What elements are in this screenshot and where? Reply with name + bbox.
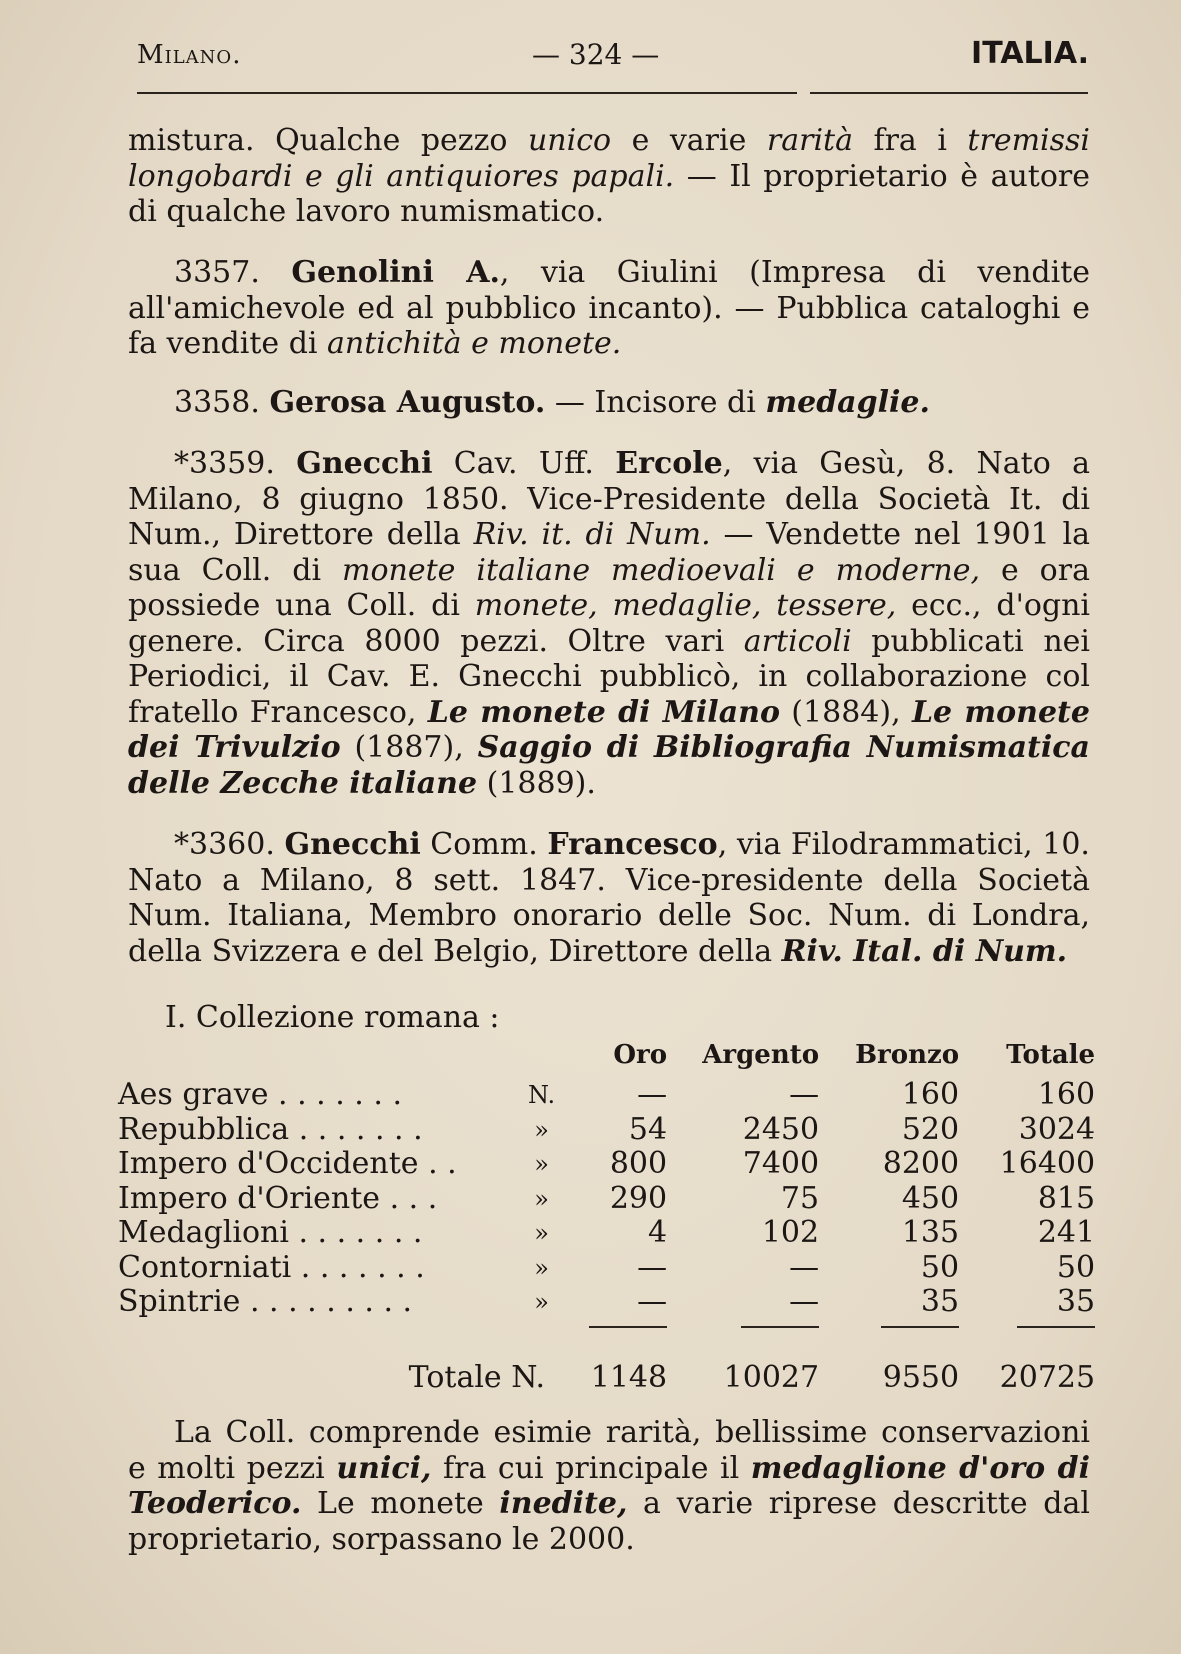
row-label: Spintrie . . . . . . . . .: [118, 1284, 413, 1319]
cell-oro: —: [637, 1077, 668, 1112]
cell-oro: 54: [628, 1111, 668, 1147]
table-header-row: [118, 1038, 1095, 1078]
sum-rule: [667, 1320, 819, 1355]
collection-title: I. Collezione romana :: [165, 1000, 500, 1035]
header-rule-left: [137, 92, 797, 94]
sum-rule-row: [118, 1320, 1095, 1355]
text-run: (1887),: [340, 730, 478, 765]
text-run: medaglie.: [765, 385, 930, 420]
row-label: Impero d'Occidente . .: [118, 1146, 457, 1181]
table-row: [118, 1182, 1095, 1217]
text-run: fra i: [852, 123, 968, 158]
cell-bronzo: 135: [901, 1215, 960, 1250]
table-header-cell: [118, 1038, 528, 1078]
entry-name: Gnecchi: [296, 446, 433, 481]
cell-oro: —: [637, 1249, 668, 1285]
row-label: Aes grave . . . . . . .: [118, 1077, 402, 1112]
text-run: Le monete di Milano: [427, 694, 780, 730]
total-bronzo: 9550: [882, 1360, 960, 1395]
entry-name: Gerosa Augusto.: [269, 385, 546, 420]
text-run: fra cui principale il: [431, 1450, 751, 1486]
entry-number: *3359.: [174, 446, 275, 481]
row-label: Medaglioni . . . . . . .: [118, 1215, 423, 1250]
text-run: medaglione d'oro di Teoderico.: [128, 1450, 1091, 1521]
row-unit: »: [534, 1219, 549, 1247]
header-city: Milano.: [137, 40, 242, 70]
row-unit: »: [534, 1253, 549, 1282]
text-run: unico: [527, 123, 612, 158]
text-run: pubblicati nei Periodici, il Cav. E. Gnecchi pubblicò, in collaborazione col fratello Francesco,: [128, 623, 1090, 730]
total-totale: 20725: [999, 1360, 1096, 1395]
cell-totale: 160: [1037, 1077, 1096, 1112]
entry-number: 3357.: [174, 255, 260, 290]
table-row: [118, 1251, 1095, 1286]
cell-bronzo: 450: [901, 1180, 960, 1216]
text-run: a varie riprese descritte dal proprietario, sorpassano le 2000.: [128, 1486, 1090, 1557]
entry-number: *3360.: [174, 827, 275, 862]
text-run: , via Filodrammatici, 10. Nato a Milano, 8 sett. 1847. Vice-presidente della Società Num. Italiana, Membro onorario delle Soc. Num. di Londra, della Svizzera e del Belgio, Direttore della: [128, 827, 1090, 969]
page-number: — 324 —: [532, 38, 660, 71]
table-header-cell: Bronzo: [855, 1040, 960, 1070]
table-row: [118, 1078, 1095, 1113]
total-argento: 10027: [723, 1360, 820, 1395]
text-run: rarità: [766, 123, 853, 158]
entry-3360: [128, 827, 1090, 969]
text-run: e ora possiede una Coll. di: [128, 552, 1090, 623]
text-run: , via Gesù, 8. Nato a Milano, 8 giugno 1850. Vice-Presidente della Società It. di Num., Direttore della: [128, 446, 1090, 552]
text-run: e varie: [611, 123, 767, 158]
sum-rule: [959, 1320, 1095, 1355]
cell-totale: 3024: [1018, 1111, 1096, 1147]
text-run: articoli: [743, 623, 852, 659]
entry-number: 3358.: [174, 385, 260, 420]
table-row: [118, 1285, 1095, 1320]
spacer-cell: [528, 1320, 555, 1355]
row-label: Impero d'Oriente . . .: [118, 1180, 438, 1216]
text-run: (1884),: [779, 694, 912, 730]
entry-name: Gnecchi: [284, 827, 421, 862]
cell-totale: 241: [1037, 1215, 1096, 1250]
row-unit: »: [534, 1150, 549, 1178]
sum-rule: [819, 1320, 959, 1355]
table-row: [118, 1147, 1095, 1182]
text-run: (1889).: [477, 765, 596, 801]
cell-totale: 815: [1037, 1180, 1096, 1216]
entry-name: Ercole: [615, 446, 723, 481]
cell-totale: 16400: [999, 1146, 1096, 1181]
table-header-cell: Oro: [613, 1040, 668, 1070]
entry-3358: [128, 385, 1090, 421]
cell-argento: —: [789, 1249, 820, 1285]
text-run: Le monete: [301, 1486, 500, 1521]
text-run: La Coll. comprende esimie rarità, bellissime conservazioni e molti pezzi: [128, 1415, 1090, 1486]
total-oro: 1148: [590, 1360, 668, 1395]
row-label: Contorniati . . . . . . .: [118, 1249, 425, 1285]
cell-oro: 800: [609, 1146, 668, 1181]
cell-oro: 290: [609, 1180, 668, 1216]
sum-rule: [555, 1320, 667, 1355]
row-unit: »: [534, 1184, 549, 1213]
paragraph-continuation: [128, 123, 1090, 230]
text-run: Le monete dei Trivulzio: [128, 694, 1090, 765]
text-run: Cav. Uff.: [432, 446, 616, 481]
row-unit: »: [534, 1115, 549, 1144]
text-run: , via Giulini (Impresa di vendite all'amichevole ed al pubblico incanto). — Pubblica cataloghi e fa vendite di: [128, 255, 1090, 361]
cell-bronzo: 160: [901, 1077, 960, 1112]
entry-3357: [128, 255, 1090, 362]
cell-argento: 75: [780, 1180, 820, 1216]
paragraph-collection-notes: [128, 1415, 1090, 1557]
text-run: monete italiane medioevali e moderne,: [342, 552, 980, 588]
table-header-cell: Argento: [702, 1040, 820, 1070]
header-country: ITALIA.: [971, 36, 1089, 71]
text-run: — Incisore di: [545, 385, 766, 420]
cell-totale: 35: [1056, 1284, 1096, 1319]
text-run: antichità e monete.: [327, 326, 622, 361]
text-run: unici,: [336, 1450, 432, 1486]
cell-oro: —: [637, 1284, 668, 1319]
table-total-row: [118, 1354, 1095, 1402]
total-label: Totale N.: [408, 1360, 546, 1395]
cell-argento: 2450: [742, 1111, 820, 1147]
text-run: tremissi longobardi e gli antiquiores papali.: [128, 123, 1090, 194]
cell-oro: 4: [648, 1215, 668, 1250]
collection-table: [118, 1038, 1095, 1402]
entry-name: Francesco: [547, 827, 718, 862]
row-label: Repubblica . . . . . . .: [118, 1111, 423, 1147]
page-header: [137, 32, 1089, 82]
row-unit: »: [534, 1288, 549, 1316]
cell-bronzo: 35: [920, 1284, 960, 1319]
cell-totale: 50: [1056, 1249, 1096, 1285]
entry-3359: [128, 446, 1090, 801]
cell-bronzo: 50: [920, 1249, 960, 1285]
text-run: — Vendette nel 1901 la sua Coll. di: [128, 517, 1090, 588]
text-run: inedite,: [499, 1486, 628, 1521]
table-row: [118, 1216, 1095, 1251]
cell-argento: —: [789, 1284, 820, 1319]
header-rule-right: [810, 92, 1088, 94]
table-row: [118, 1113, 1095, 1148]
spacer-cell: [118, 1320, 528, 1355]
cell-bronzo: 520: [901, 1111, 960, 1147]
text-run: Comm.: [420, 827, 548, 862]
text-run: Riv. Ital. di Num.: [781, 933, 1068, 969]
text-run: monete, medaglie, tessere,: [474, 588, 897, 623]
text-run: ecc., d'ogni genere. Circa 8000 pezzi. Oltre vari: [128, 588, 1090, 659]
text-run: — Il proprietario è autore di qualche lavoro numismatico.: [128, 158, 1090, 229]
cell-argento: —: [789, 1077, 820, 1112]
cell-argento: 7400: [742, 1146, 820, 1181]
text-run: Saggio di Bibliografia Numismatica delle Zecche italiane: [128, 730, 1090, 801]
text-run: mistura. Qualche pezzo: [128, 123, 528, 158]
table-header-cell: Totale: [1006, 1040, 1096, 1070]
table-header-cell: [528, 1038, 555, 1078]
cell-argento: 102: [761, 1215, 820, 1250]
cell-bronzo: 8200: [882, 1146, 960, 1181]
text-run: Riv. it. di Num.: [473, 517, 711, 552]
row-unit: N.: [528, 1081, 556, 1109]
entry-name: Genolini A.: [291, 255, 500, 290]
